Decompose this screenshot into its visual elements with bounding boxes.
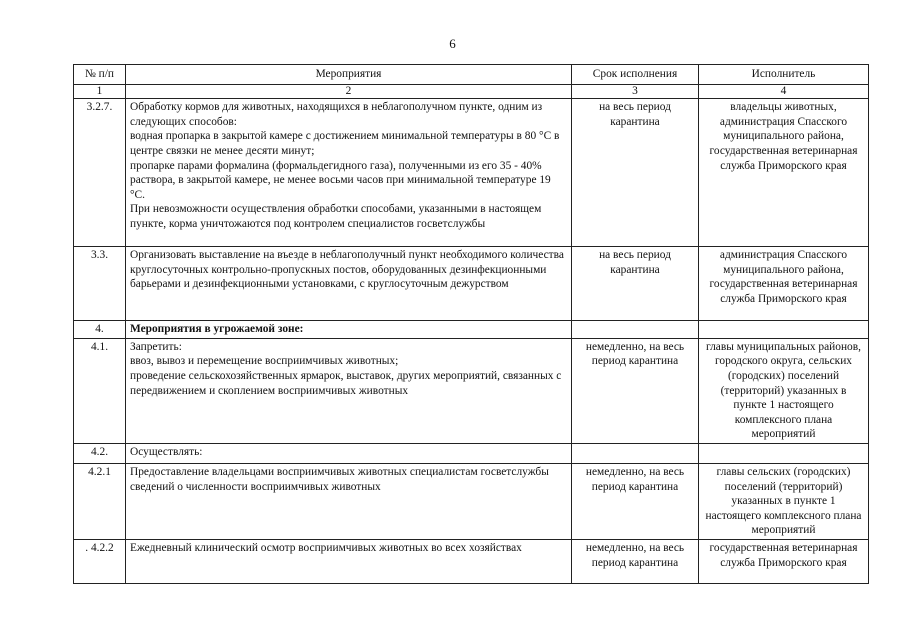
measure-line: Предоставление владельцами восприимчивых животных специалистам госветслужбы сведений о численности восприимчивых животных xyxy=(130,466,549,493)
measure-line: ввоз, вывоз и перемещение восприимчивых животных; xyxy=(130,355,399,368)
row-term: на весь период карантина xyxy=(572,99,699,247)
row-executor: главы муниципальных районов, городского округа, сельских (городских) поселений (территорий) указанных в пункте 1 настоящего комплексного плана мероприятий xyxy=(699,338,869,443)
row-measure xyxy=(126,247,572,321)
table-row xyxy=(74,321,869,339)
row-number: 4.2.1 xyxy=(74,464,126,540)
page-number: 6 xyxy=(449,36,456,51)
row-term: на весь период карантина xyxy=(572,247,699,321)
table-row xyxy=(74,99,869,247)
measure-line: Осуществлять: xyxy=(130,446,203,459)
measure-line: При невозможности осуществления обработки способами, указанными в настоящем пункте, корма уничтожаются под контролем специалистов госветслужбы xyxy=(130,203,542,231)
row-term: немедленно, на весь период карантина xyxy=(572,464,699,540)
header-term: Срок исполнения xyxy=(572,65,699,85)
row-number: 4. xyxy=(74,321,126,339)
row-number: 4.1. xyxy=(74,338,126,443)
measure-line: Запретить: xyxy=(130,340,182,353)
row-measure xyxy=(126,99,572,247)
column-number: 1 xyxy=(74,84,126,99)
row-executor: администрация Спасского муниципального района, государственная ветеринарная служба Приморского края xyxy=(699,247,869,321)
row-number: 3.2.7. xyxy=(74,99,126,247)
table-row xyxy=(74,338,869,443)
row-term xyxy=(572,444,699,464)
table-row xyxy=(74,247,869,321)
measure-line: пропарке парами формалина (формальдегидного газа), полученными из его 35 - 40% раствора, в закрытой камере, не менее восьми часов при минимальной температуре 19 °С. xyxy=(130,159,551,201)
measures-table xyxy=(73,64,869,584)
table-row xyxy=(74,444,869,464)
row-measure xyxy=(126,464,572,540)
row-term: немедленно, на весь период карантина xyxy=(572,338,699,443)
header-number: № п/п xyxy=(74,65,126,85)
row-measure xyxy=(126,540,572,584)
row-measure xyxy=(126,321,572,339)
row-term xyxy=(572,321,699,339)
row-measure xyxy=(126,444,572,464)
header-row xyxy=(74,65,869,85)
measure-line: водная пропарка в закрытой камере с достижением минимальной температуры в 80 °С в центре связки не менее десяти минут; xyxy=(130,130,560,158)
header-measures: Мероприятия xyxy=(126,65,572,85)
row-term: немедленно, на весь период карантина xyxy=(572,540,699,584)
column-number: 2 xyxy=(126,84,572,99)
measure-line: Ежедневный клинический осмотр восприимчивых животных во всех хозяйствах xyxy=(130,542,522,554)
table-row xyxy=(74,540,869,584)
column-number: 3 xyxy=(572,84,699,99)
row-executor xyxy=(699,444,869,464)
column-number-row xyxy=(74,84,869,99)
measure-line: Организовать выставление на въезде в неблагополучный пункт необходимого количества круглосуточных контрольно-пропускных постов, оборудованных дезинфекционными барьерами и дезинфекционными установками, с круглосуточным дежурством xyxy=(130,249,564,291)
row-executor: владельцы животных, администрация Спасского муниципального района, государственная ветеринарная служба Приморского края xyxy=(699,99,869,247)
row-executor xyxy=(699,321,869,339)
row-number: 4.2. xyxy=(74,444,126,464)
row-executor: главы сельских (городских) поселений (территорий) указанных в пункте 1 настоящего комплексного плана мероприятий xyxy=(699,464,869,540)
row-number: 3.3. xyxy=(74,247,126,321)
row-number: . 4.2.2 xyxy=(74,540,126,584)
row-measure xyxy=(126,338,572,443)
table-row xyxy=(74,464,869,540)
header-executor: Исполнитель xyxy=(699,65,869,85)
measure-line: Обработку кормов для животных, находящихся в неблагополучном пункте, одним из следующих способов: xyxy=(130,101,543,128)
row-executor: государственная ветеринарная служба Приморского края xyxy=(699,540,869,584)
measure-line: проведение сельскохозяйственных ярмарок, выставок, других мероприятий, связанных с передвижением и скоплением восприимчивых животных xyxy=(130,370,562,397)
measure-line: Мероприятия в угрожаемой зоне: xyxy=(130,323,304,336)
column-number: 4 xyxy=(699,84,869,99)
